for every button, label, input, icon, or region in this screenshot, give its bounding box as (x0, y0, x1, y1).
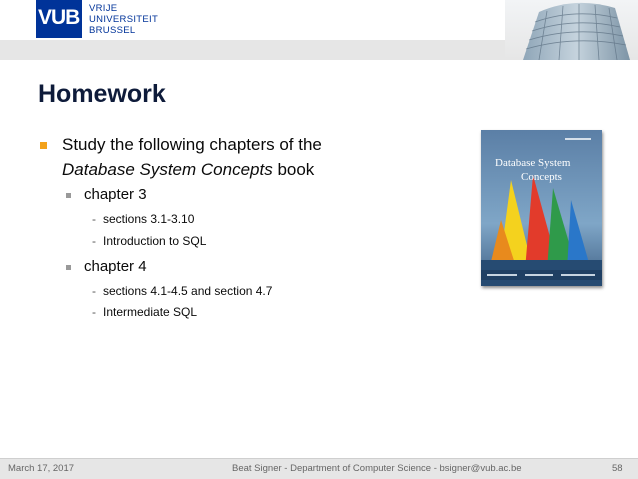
dash: - (92, 212, 96, 226)
university-logo (36, 0, 210, 40)
university-name-line-2: UNIVERSITEIT (89, 14, 159, 25)
footer-date: March 17, 2017 (8, 463, 75, 474)
sub-bullet-square (66, 265, 71, 270)
dash: - (92, 234, 96, 248)
university-name-line-3: BRUSSEL (89, 25, 136, 36)
sub-bullet-square (66, 193, 71, 198)
book-cover-title-line-1: Database System (495, 157, 571, 169)
bullet-square (40, 142, 47, 149)
footer-page-number: 58 (612, 463, 623, 474)
vub-logo-block (36, 0, 82, 38)
building-photo (505, 0, 638, 60)
dash: - (92, 284, 96, 298)
book-suffix: book (272, 160, 315, 179)
chapter-item: Intermediate SQL (103, 305, 198, 319)
footer-credit: Beat Signer - Department of Computer Science - bsigner@vub.ac.be (232, 463, 522, 474)
chapter-label: chapter 4 (84, 258, 147, 275)
university-name-line-1: VRIJE (89, 3, 118, 14)
chapter-item: sections 4.1-4.5 and section 4.7 (103, 284, 273, 298)
footer-divider (0, 458, 638, 459)
book-cover-title-line-2: Concepts (521, 171, 562, 183)
chapter-item: sections 3.1-3.10 (103, 212, 195, 226)
chapter-item: Introduction to SQL (103, 234, 207, 248)
bullet-text-line-2 (62, 159, 314, 181)
page-title: Homework (38, 80, 166, 108)
bullet-text-line-1: Study the following chapters of the (62, 135, 322, 154)
book-cover-image (481, 130, 602, 286)
book-title-italic: Database System Concepts (62, 160, 273, 179)
dash: - (92, 305, 96, 319)
vub-logo-text: VUB (38, 6, 80, 29)
chapter-label: chapter 3 (84, 186, 147, 203)
